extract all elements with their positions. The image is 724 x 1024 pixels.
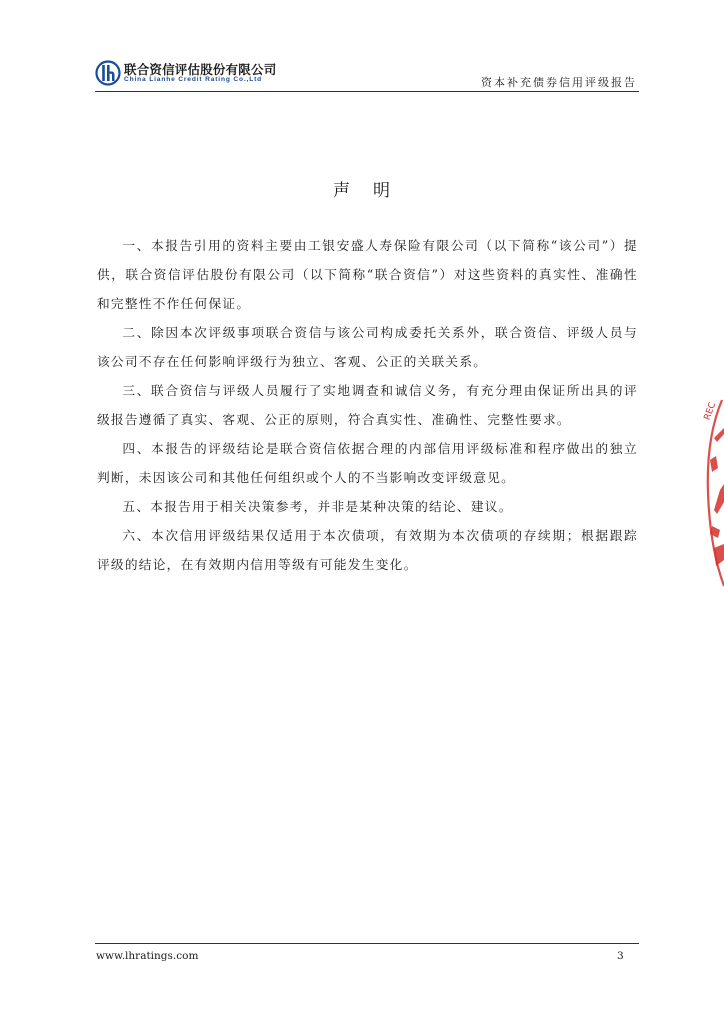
declaration-paragraph-4: 四、本报告的评级结论是联合资信依据合理的内部信用评级标准和程序做出的独立判断，未因该公司和其他任何组织或个人的不当影响改变评级意见。 <box>97 441 638 485</box>
page-number: 3 <box>617 950 624 962</box>
footer-divider <box>95 943 639 944</box>
page-header <box>95 58 639 92</box>
declaration-paragraph-5: 五、本报告用于相关决策参考，并非是某种决策的结论、建议。 <box>122 499 513 514</box>
company-name-en: China Lianhe Credit Rating Co.,Ltd <box>124 76 263 83</box>
title-char-1: 声 <box>333 181 351 201</box>
declaration-paragraph-3: 三、联合资信与评级人员履行了实地调查和诚信义务，有充分理由保证所出具的评级报告遵循了真实、客观、公正的原则，符合真实性、准确性、完整性要求。 <box>97 383 638 427</box>
lianhe-logo-icon <box>95 60 121 86</box>
header-divider <box>95 91 639 92</box>
report-type-title: 资本补充债券信用评级报告 <box>481 76 637 89</box>
page-title <box>0 176 724 201</box>
company-name-cn: 联合资信评估股份有限公司 <box>124 62 277 77</box>
company-seal-fragment <box>700 398 724 588</box>
declaration-paragraph-1: 一、本报告引用的资料主要由工银安盛人寿保险有限公司（以下简称“该公司”）提供，联合资信评估股份有限公司（以下简称“联合资信”）对这些资料的真实性、准确性和完整性不作任何保证。 <box>97 238 638 311</box>
declaration-body <box>97 231 638 579</box>
title-char-2: 明 <box>373 181 391 201</box>
footer-website-link[interactable]: www.lhratings.com <box>96 950 199 962</box>
declaration-paragraph-6: 六、本次信用评级结果仅适用于本次债项，有效期为本次债项的存续期；根据跟踪评级的结论，在有效期内信用等级有可能发生变化。 <box>97 528 638 572</box>
svg-text:REC: REC <box>702 401 719 422</box>
declaration-paragraph-2: 二、除因本次评级事项联合资信与该公司构成委托关系外，联合资信、评级人员与该公司不存在任何影响评级行为独立、客观、公正的关联关系。 <box>97 325 638 369</box>
